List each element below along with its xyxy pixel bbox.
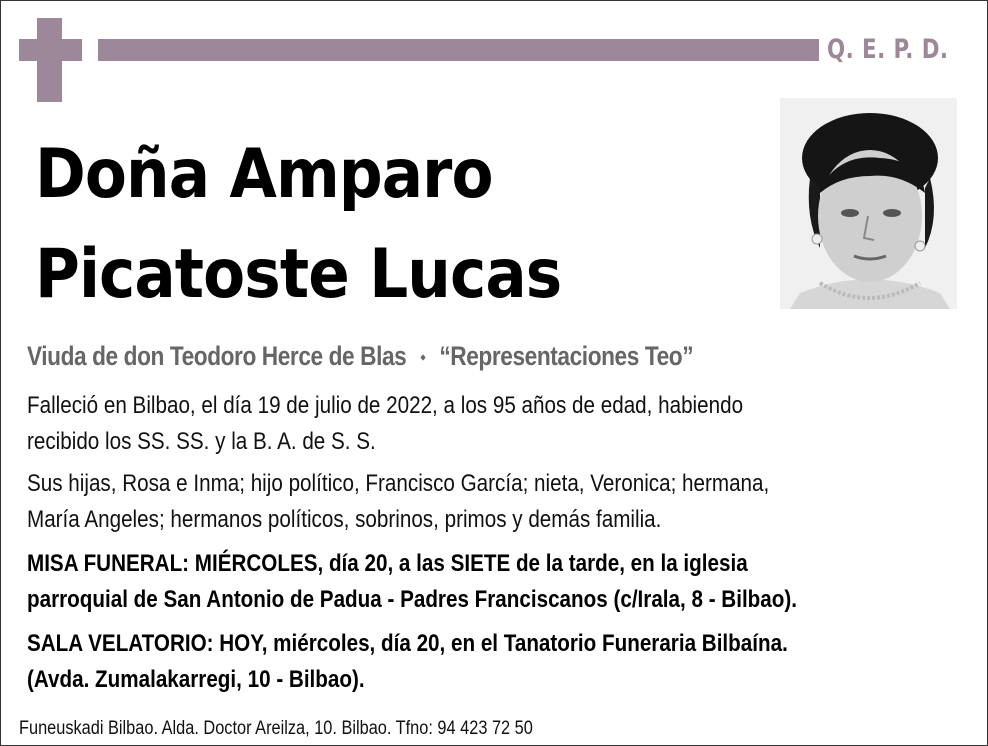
death-notice-line: recibido los SS. SS. y la B. A. de S. S. [27,428,376,455]
subtitle [27,339,693,375]
wake-line: SALA VELATORIO: HOY, miércoles, día 20, en el Tanatorio Funeraria Bilbaína. [27,630,788,657]
funeral-mass-line: MISA FUNERAL: MIÉRCOLES, día 20, a las SIETE de la tarde, en la iglesia [27,550,748,577]
family-list [27,466,769,538]
family-line: María Angeles; hermanos políticos, sobrinos, primos y demás familia. [27,506,662,533]
funeral-mass [27,546,797,618]
separator-diamond-icon: ⬩ [420,348,426,366]
qepd-label: Q. E. P. D. [827,34,949,65]
death-notice-line: Falleció en Bilbao, el día 19 de julio de 2022, a los 95 años de edad, habiendo [27,392,744,419]
funeral-home-footer: Funeuskadi Bilbao. Alda. Doctor Areilza, 10. Bilbao. Tfno: 94 423 72 50 [19,718,533,739]
wake-info [27,626,788,698]
cross-icon-bar [19,39,82,61]
deceased-name-line2: Picatoste Lucas [35,235,562,314]
funeral-mass-line: parroquial de San Antonio de Padua - Padres Franciscanos (c/Irala, 8 - Bilbao). [27,586,797,613]
portrait-photo [780,98,957,309]
widow-of: Viuda de don Teodoro Herce de Blas [27,341,407,371]
business-name: “Representaciones Teo” [439,341,694,371]
deceased-name-line1: Doña Amparo [35,135,493,214]
header-rule [98,39,819,61]
family-line: Sus hijas, Rosa e Inma; hijo político, Francisco García; nieta, Veronica; hermana, [27,470,770,497]
portrait-image [780,98,957,309]
wake-line: (Avda. Zumalakarregi, 10 - Bilbao). [27,666,365,693]
death-notice [27,388,743,460]
